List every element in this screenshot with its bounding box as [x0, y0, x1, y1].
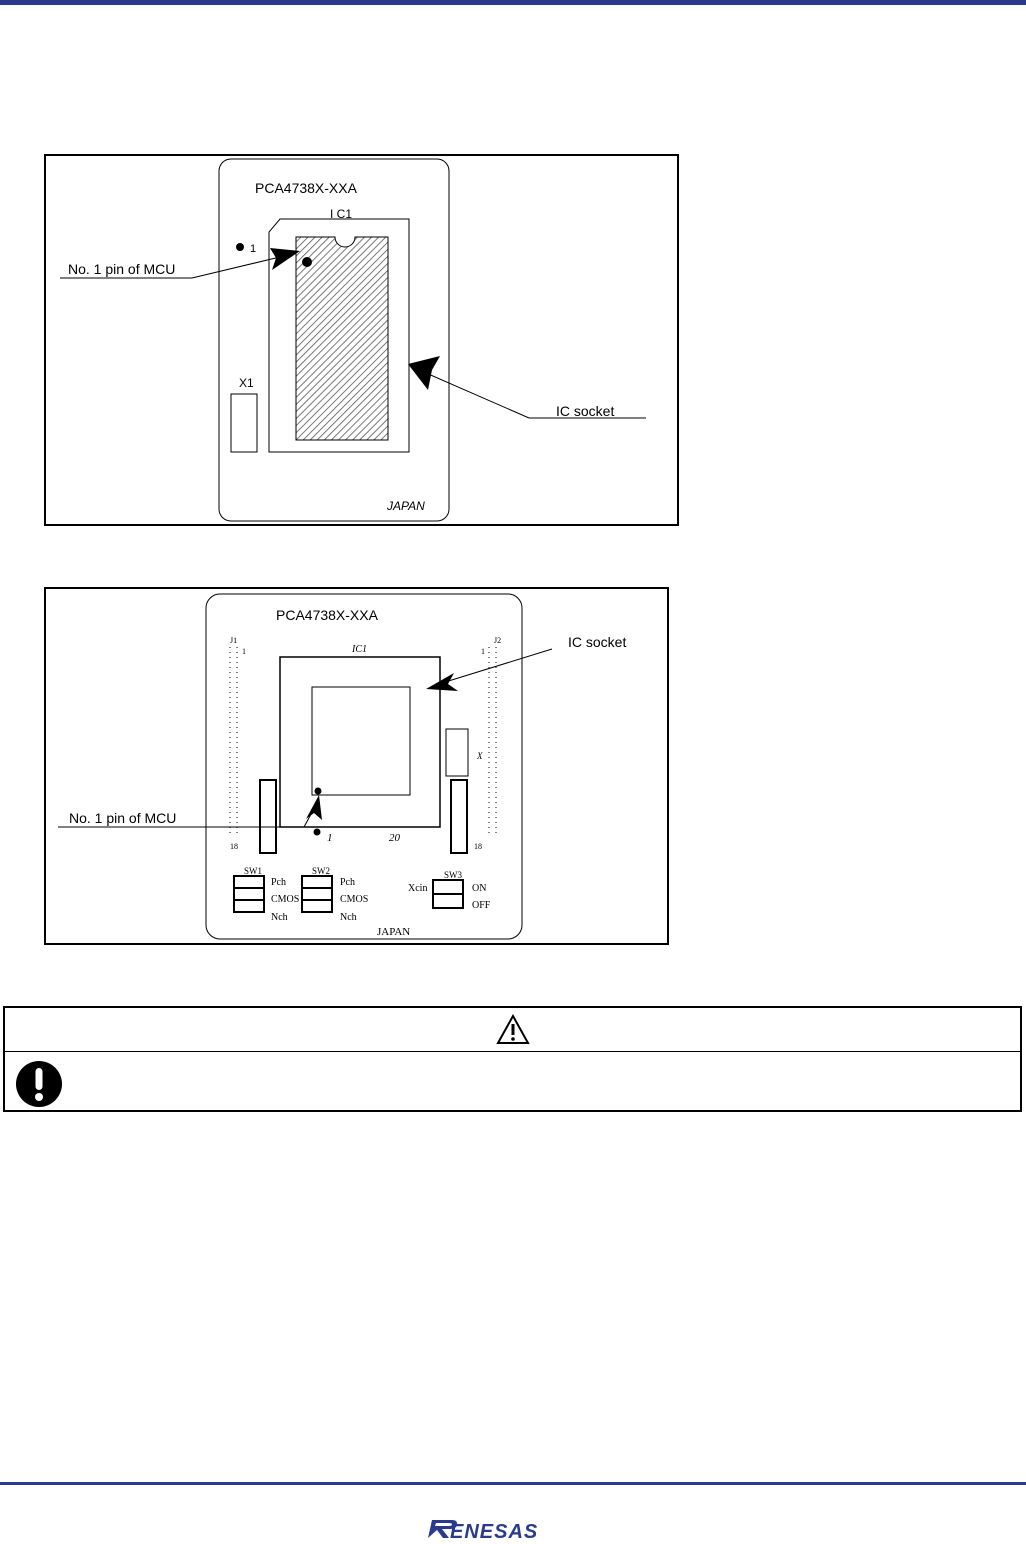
- mcu-chip: [296, 237, 388, 440]
- connector-left-pin-top: 1: [242, 647, 246, 656]
- sw2-opt3: Nch: [340, 912, 357, 923]
- warning-triangle-icon: [496, 1014, 530, 1046]
- crystal: [446, 729, 468, 776]
- pin1-callout-label: No. 1 pin of MCU: [69, 810, 177, 826]
- sw3-name: SW3: [444, 870, 462, 880]
- connector-left-ref: J1: [230, 636, 238, 645]
- crystal-ref: X: [477, 751, 483, 761]
- pin1-dot-board: [314, 829, 321, 836]
- connector-right-ref: J2: [494, 636, 502, 645]
- connector-right-pin-top: 1: [481, 647, 485, 656]
- crystal-ref: X1: [239, 376, 254, 390]
- sw2-opt2: CMOS: [340, 894, 369, 905]
- pin1-dot-chip: [315, 788, 322, 795]
- pin1-dot-chip: [302, 257, 312, 267]
- top-rule: [0, 0, 1026, 5]
- svg-text:ENESAS: ENESAS: [450, 1521, 539, 1540]
- connector-right-pin-bottom: 18: [474, 842, 482, 851]
- country-label: JAPAN: [377, 926, 411, 938]
- pin1-mark: 1: [327, 832, 333, 844]
- socket-arrowhead: [426, 673, 458, 691]
- renesas-logo: [426, 1518, 570, 1540]
- figure-2-board-diagram: [44, 587, 670, 947]
- caution-header: [5, 1008, 1020, 1052]
- country-label: JAPAN: [387, 499, 425, 513]
- socket-callout-label: IC socket: [556, 403, 615, 419]
- sw2-opt1: Pch: [340, 877, 355, 888]
- caution-box: [3, 1006, 1022, 1112]
- board-name: PCA4738X-XXA: [255, 180, 357, 196]
- pin1-dot-board: [236, 243, 244, 251]
- sw3-opt2: OFF: [472, 900, 491, 911]
- mcu-chip: [312, 687, 410, 795]
- board-name: PCA4738X-XXA: [276, 607, 378, 623]
- sw1-name: SW1: [244, 866, 262, 876]
- socket-callout-label: IC socket: [568, 634, 627, 650]
- sw3-opt1: ON: [472, 883, 487, 894]
- socket-ref: IC1: [352, 644, 367, 655]
- sw1-opt3: Nch: [271, 912, 288, 923]
- sw1-opt2: CMOS: [271, 894, 300, 905]
- pin1-arrowhead: [306, 795, 322, 820]
- sw3-signal: Xcin: [408, 883, 428, 894]
- crystal-x1: [231, 394, 257, 452]
- sw2-body: [302, 876, 332, 912]
- resistor-pack-right: [451, 780, 467, 853]
- sw1-opt1: Pch: [271, 877, 286, 888]
- sw1-body: [234, 876, 264, 912]
- pin20-mark: 20: [389, 832, 400, 844]
- figure-1-board-diagram: [44, 154, 680, 528]
- socket-ref: I C1: [330, 207, 353, 221]
- socket-leader: [442, 649, 552, 683]
- pin1-mark: 1: [250, 243, 257, 255]
- resistor-pack-left: [260, 780, 276, 853]
- socket-arrowhead: [408, 356, 440, 390]
- connector-left-pin-bottom: 18: [230, 842, 238, 851]
- mandatory-exclamation-icon: [15, 1060, 63, 1108]
- ic-socket-outline: [280, 657, 440, 827]
- pin1-callout-label: No. 1 pin of MCU: [68, 261, 176, 277]
- sw2-name: SW2: [312, 866, 330, 876]
- bottom-rule: [0, 1482, 1026, 1485]
